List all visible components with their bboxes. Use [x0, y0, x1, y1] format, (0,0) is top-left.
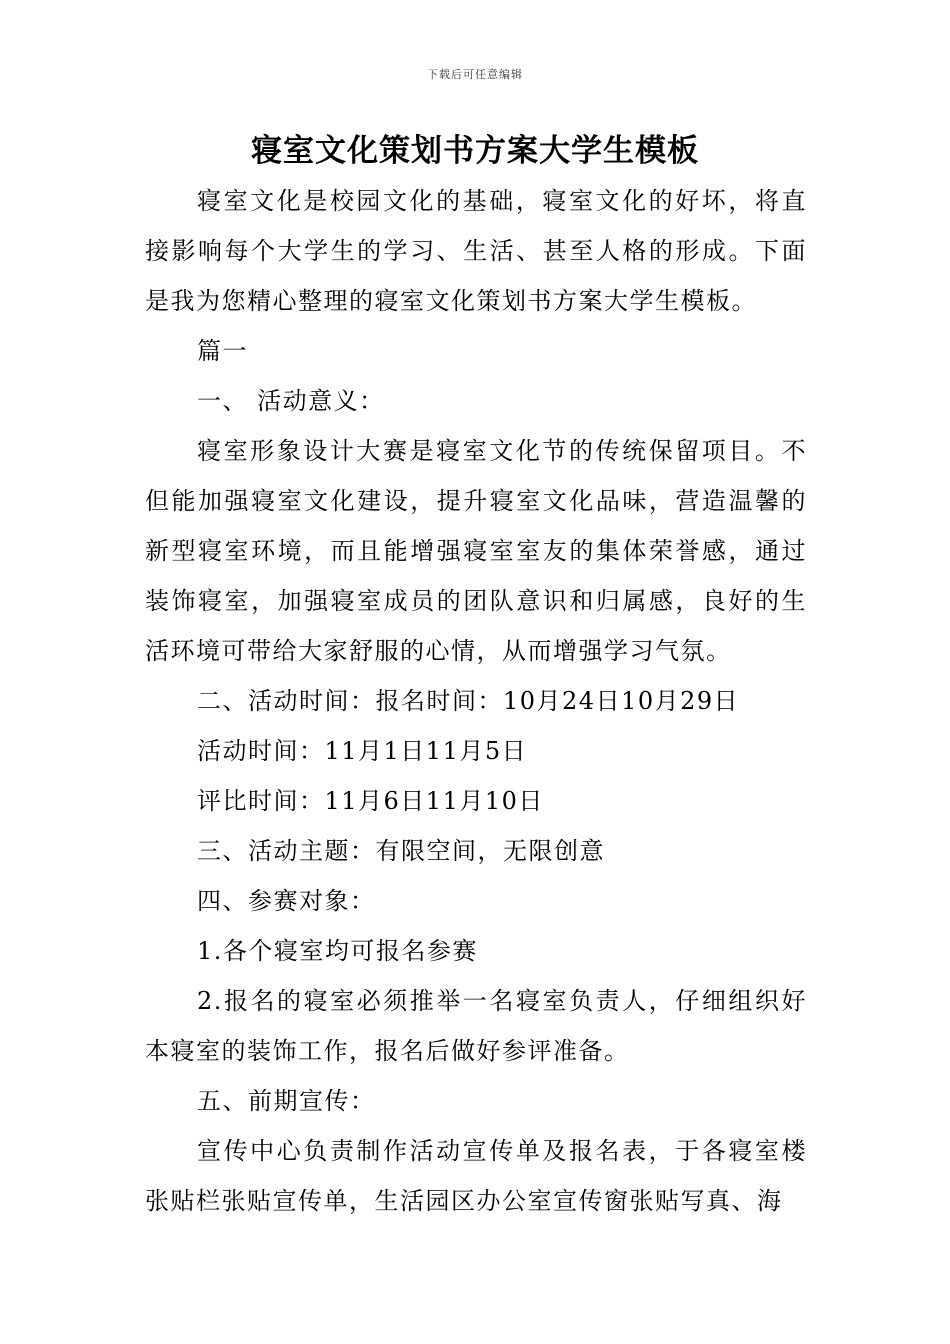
page-title: 寝室文化策划书方案大学生模板: [251, 133, 699, 169]
activity-time-event: 活动时间：11月1日11月5日: [197, 737, 528, 765]
header-note: 下载后可任意编辑: [427, 68, 523, 81]
section-label: 篇一: [197, 337, 248, 365]
participants-item-2: 2.报名的寝室必须推举一名寝室负责人，仔细组织好本寝室的装饰工作，报名后做好参评准备。: [145, 987, 807, 1065]
paragraph-publicity: 宣传中心负责制作活动宣传单及报名表，于各寝室楼张贴栏张贴宣传单，生活园区办公室宣传窗张贴写真、海: [145, 1137, 807, 1215]
document-body: [145, 176, 807, 1226]
activity-theme: 三、活动主题：有限空间，无限创意: [197, 837, 605, 865]
heading-participants: 四、参赛对象：: [197, 887, 376, 915]
heading-activity-meaning: 一、 活动意义：: [197, 387, 385, 415]
activity-time-judging: 评比时间：11月6日11月10日: [197, 787, 544, 815]
intro-paragraph: 寝室文化是校园文化的基础，寝室文化的好坏，将直接影响每个大学生的学习、生活、甚至人格的形成。下面是我为您精心整理的寝室文化策划书方案大学生模板。: [145, 187, 807, 315]
participants-item-1: 1.各个寝室均可报名参赛: [197, 937, 478, 965]
paragraph-activity-meaning: 寝室形象设计大赛是寝室文化节的传统保留项目。不但能加强寝室文化建设，提升寝室文化品味，营造温馨的新型寝室环境，而且能增强寝室室友的集体荣誉感，通过装饰寝室，加强寝室成员的团队意识和归属感，良好的生活环境可带给大家舒服的心情，从而增强学习气氛。: [145, 437, 807, 665]
heading-publicity: 五、前期宣传：: [197, 1087, 376, 1115]
activity-time-signup: 二、活动时间：报名时间：10月24日10月29日: [197, 687, 740, 715]
